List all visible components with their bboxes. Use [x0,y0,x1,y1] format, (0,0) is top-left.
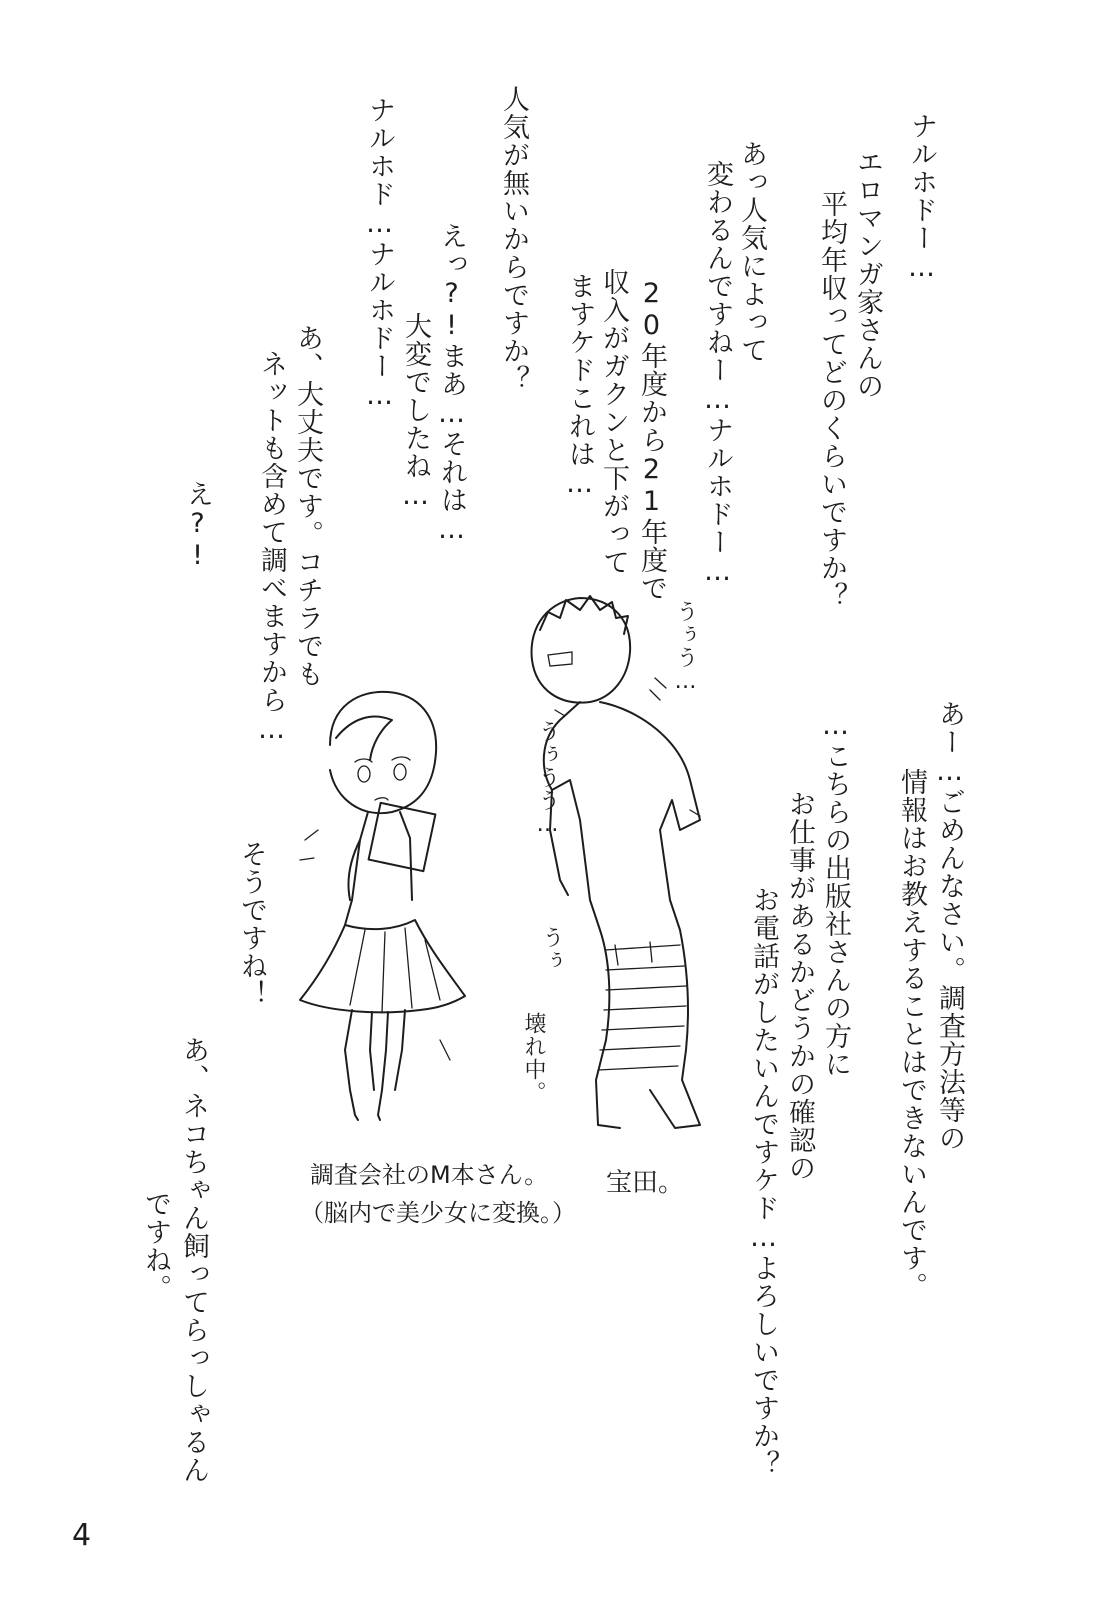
sfx-3: うぅ [539,926,564,972]
dialogue-c11: 情報はお教えすることはできないんです。 [896,768,927,1300]
sfx-2: うぅうう… [535,720,560,838]
dialogue-c9: え?! [182,480,213,572]
dialogue-c7: ナルホド…ナルホドー… [364,96,395,412]
dialogue-c3a: あっ人気によって [736,140,767,364]
dialogue-c5: 人気が無いからですか？ [498,85,529,393]
dialogue-c14: お電話がしたいんですケド…よろしいですか？ [748,886,779,1478]
caption-girl: 調査会社のM本さん。 [310,1161,549,1189]
dialogue-c8b: ネットも含めて調べますから… [256,350,287,746]
caption-man: 宝田。 [606,1168,685,1198]
dialogue-c16a: あ、ネコちゃん飼ってらっしゃるん [178,1036,209,1484]
dialogue-c12: …こちらの出版社さんの方に [820,710,851,1078]
dialogue-c2b: 平均年収ってどのくらいですか？ [816,190,847,610]
dialogue-c16b: ですね。 [140,1190,171,1302]
dialogue-c8a: あ、大丈夫です。コチラでも [292,324,323,688]
dialogue-c1: ナルホドー… [906,112,937,284]
dialogue-c4c: ますケドこれは… [564,272,595,500]
dialogue-c10: あー…ごめんなさい。調査方法等の [934,700,965,1152]
dialogue-c2a: エロマンガ家さんの [852,148,883,400]
girl-figure [300,692,465,1120]
dialogue-c4b: 収入がガクンと下がって [598,268,629,576]
dialogue-c6a: えっ?!まあ…それは… [436,222,467,546]
sfx-1: うぅう… [673,600,698,695]
caption-girl-note: （脳内で美少女に変換。） [300,1199,576,1227]
dialogue-c3b: 変わるんですねー…ナルホドー… [702,160,733,588]
page-number: 4 [72,1518,92,1553]
dialogue-c13: お仕事があるかどうかの確認の [784,790,815,1182]
sfx-4: 壊れ中。 [521,1012,546,1104]
dialogue-c15: そうですね！ [236,840,267,1008]
dialogue-c4a: 20年度から21年度で [636,278,667,602]
dialogue-c6b: 大変でしたね… [400,312,431,512]
